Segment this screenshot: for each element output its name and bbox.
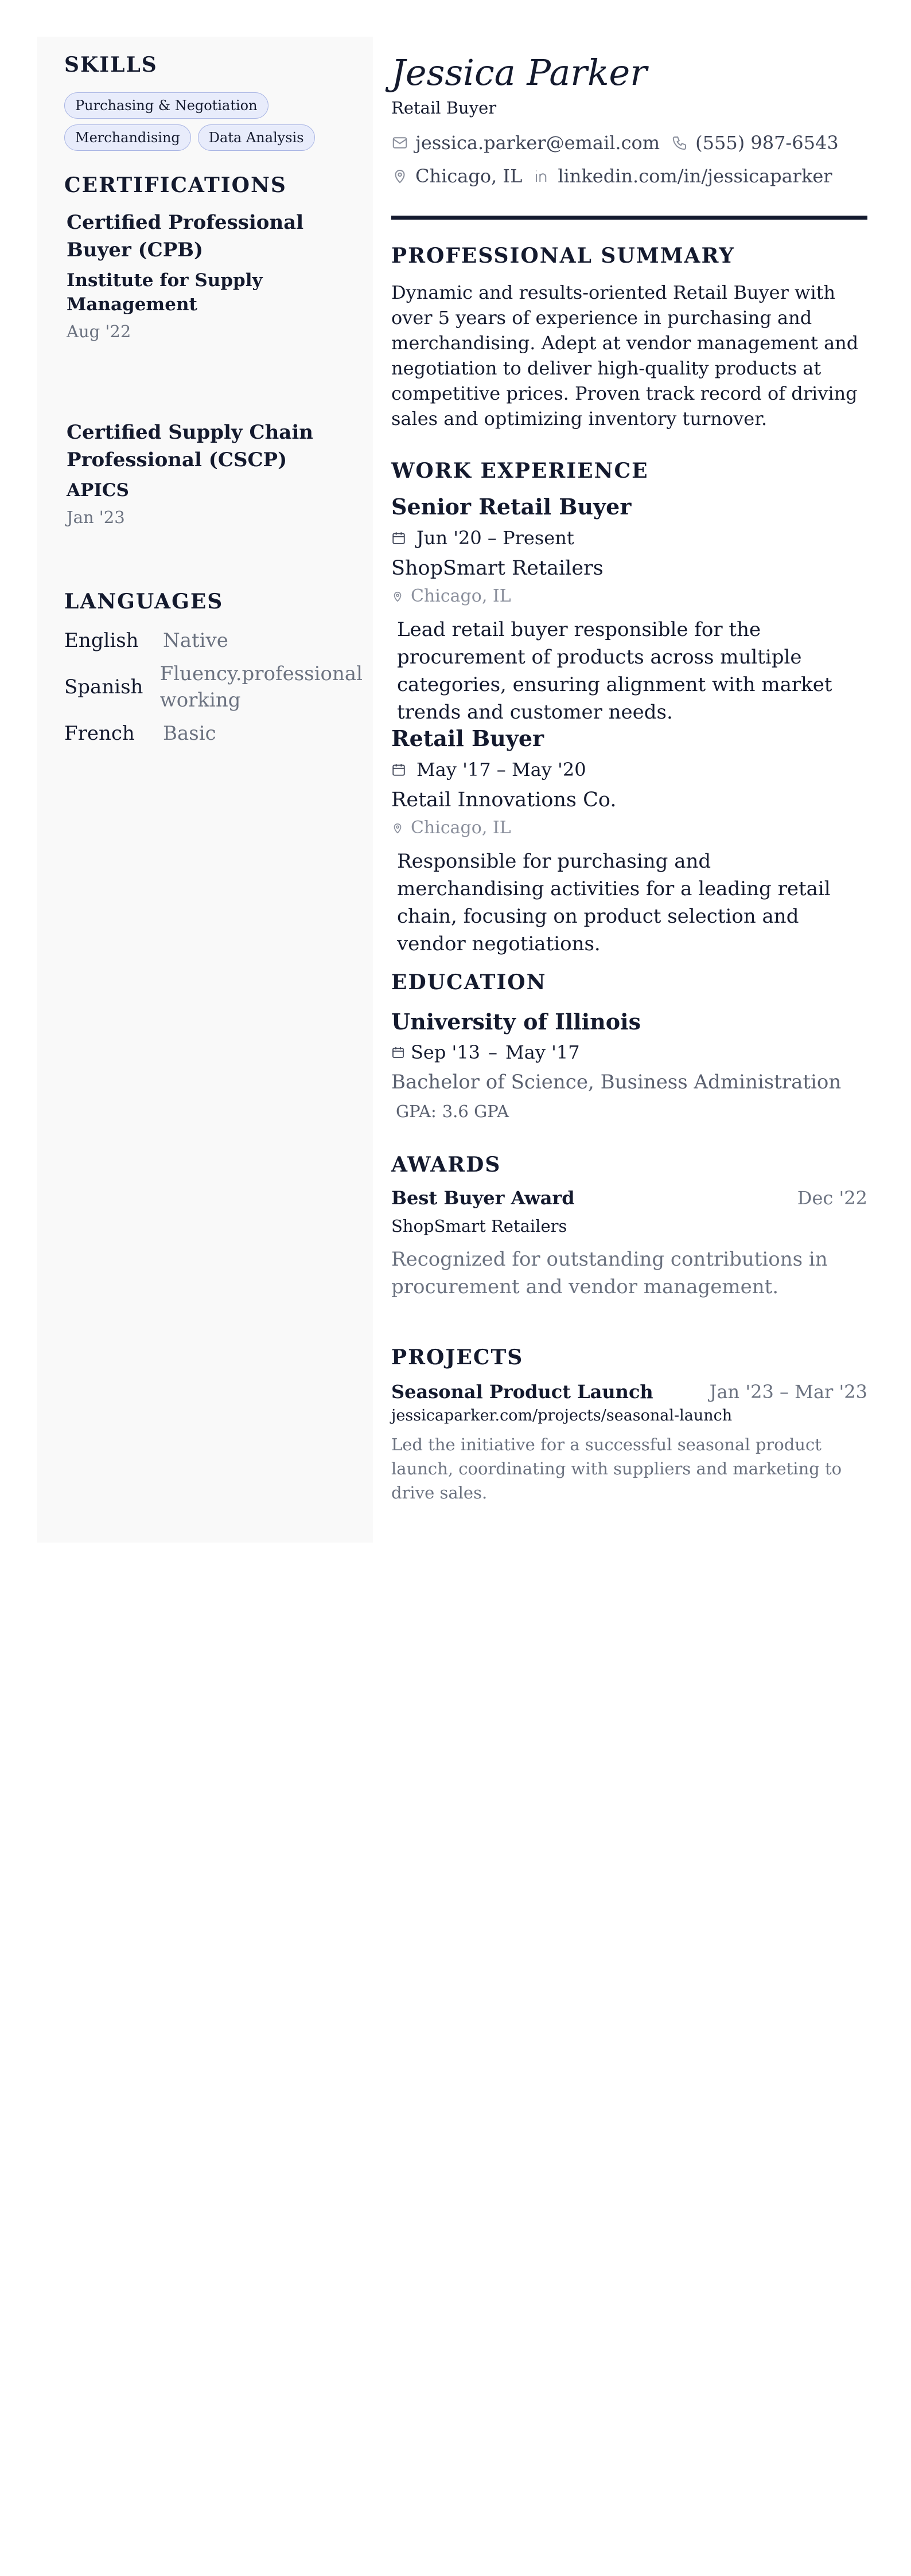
candidate-name: Jessica Parker	[391, 52, 647, 93]
project-description: Led the initiative for a successful seasonal product launch, coordinating with suppliers and marketing to drive sales.	[391, 1435, 842, 1502]
skills-list	[64, 92, 351, 151]
gpa-value: 3.6 GPA	[442, 1102, 509, 1121]
education-gpa-row	[391, 1099, 867, 1124]
skill-chip: Purchasing & Negotiation	[64, 92, 268, 119]
language-level: Fluency.professional working	[159, 662, 363, 712]
language-name: Spanish	[64, 676, 143, 698]
contact-row	[391, 165, 832, 187]
skills-heading: SKILLS	[64, 53, 158, 77]
certifications-heading: CERTIFICATIONS	[64, 173, 287, 197]
location-text: Chicago, IL	[415, 165, 523, 187]
job-location-row	[391, 584, 867, 609]
linkedin-icon	[534, 167, 551, 185]
education-start: Sep '13	[411, 1041, 481, 1063]
linkedin-link[interactable]: linkedin.com/in/jessicaparker	[558, 165, 832, 187]
certification-date: Aug '22	[67, 322, 131, 341]
language-row	[64, 627, 363, 654]
job-title: Senior Retail Buyer	[391, 494, 632, 520]
project-name: Seasonal Product Launch	[391, 1381, 653, 1403]
certification-issuer: APICS	[67, 480, 129, 501]
job-location: Chicago, IL	[411, 586, 511, 606]
map-pin-icon	[391, 822, 404, 834]
language-level: Basic	[163, 722, 216, 745]
sidebar	[37, 37, 373, 1543]
language-row	[64, 661, 363, 713]
map-pin-icon	[391, 590, 404, 603]
language-name: French	[64, 722, 135, 745]
project-item	[391, 1381, 867, 1505]
certification-item	[67, 419, 353, 529]
calendar-icon	[391, 1045, 405, 1059]
award-organization: ShopSmart Retailers	[391, 1216, 567, 1236]
map-pin-icon	[391, 167, 408, 185]
calendar-icon	[391, 530, 406, 545]
phone-icon	[671, 134, 688, 151]
award-item	[391, 1187, 867, 1301]
award-date: Dec '22	[797, 1187, 867, 1209]
languages-list	[64, 627, 363, 754]
candidate-job-title: Retail Buyer	[391, 98, 497, 118]
experience-heading: WORK EXPERIENCE	[391, 459, 649, 483]
certification-name: Certified Professional Buyer (CPB)	[67, 211, 304, 261]
job-dates-row	[391, 524, 867, 552]
summary-heading: PROFESSIONAL SUMMARY	[391, 244, 735, 268]
project-dates: Jan '23 – Mar '23	[709, 1381, 867, 1403]
education-dates-row	[391, 1039, 867, 1065]
education-end: May '17	[505, 1041, 580, 1063]
certification-item	[67, 209, 353, 343]
language-level: Native	[163, 629, 228, 652]
job-dates: Jun '20 – Present	[416, 527, 574, 549]
project-link[interactable]: jessicaparker.com/projects/seasonal-launch	[391, 1407, 733, 1424]
job-description: Lead retail buyer responsible for the procurement of products across multiple categories, ensuring alignment with market trends and customer needs.	[397, 618, 832, 724]
certification-name: Certified Supply Chain Professional (CSCP)	[67, 421, 313, 471]
calendar-icon	[391, 762, 406, 777]
phone-text: (555) 987-6543	[695, 132, 839, 154]
job-dates-row	[391, 756, 867, 783]
skill-chip: Merchandising	[64, 124, 191, 151]
job-description: Responsible for purchasing and merchandising activities for a leading retail chain, focusing on product selection and vendor negotiations.	[397, 850, 831, 955]
education-item	[391, 1007, 867, 1124]
job-title: Retail Buyer	[391, 725, 544, 751]
mail-icon	[391, 134, 408, 151]
award-name: Best Buyer Award	[391, 1187, 575, 1209]
job-location: Chicago, IL	[411, 818, 511, 838]
awards-heading: AWARDS	[391, 1153, 501, 1177]
email-link[interactable]: jessica.parker@email.com	[415, 132, 660, 154]
job-dates: May '17 – May '20	[416, 759, 586, 780]
project-header-row	[391, 1381, 867, 1403]
projects-heading: PROJECTS	[391, 1345, 524, 1369]
experience-item	[391, 724, 867, 958]
job-company: Retail Innovations Co.	[391, 789, 617, 811]
job-location-row	[391, 815, 867, 841]
education-date-separator: –	[488, 1041, 498, 1063]
summary-text: Dynamic and results-oriented Retail Buyer with over 5 years of experience in purchasing and merchandising. Adept at vendor management and negotiation to deliver high-quality products at competitive prices. Proven track record of driving sales and optimizing inventory turnover.	[391, 282, 859, 430]
certification-date: Jan '23	[67, 508, 125, 527]
education-school: University of Illinois	[391, 1009, 641, 1035]
language-row	[64, 720, 363, 747]
experience-item	[391, 492, 867, 726]
job-company: ShopSmart Retailers	[391, 557, 604, 580]
contact-row	[391, 132, 839, 154]
language-name: English	[64, 629, 139, 652]
education-degree: Bachelor of Science, Business Administration	[391, 1071, 842, 1094]
languages-heading: LANGUAGES	[64, 590, 224, 614]
gpa-label: GPA:	[396, 1102, 437, 1121]
certification-issuer: Institute for Supply Management	[67, 270, 263, 315]
skill-chip: Data Analysis	[198, 124, 315, 151]
award-header-row	[391, 1187, 867, 1209]
award-description: Recognized for outstanding contributions in procurement and vendor management.	[391, 1248, 828, 1298]
education-heading: EDUCATION	[391, 970, 547, 994]
header-divider	[391, 216, 867, 220]
